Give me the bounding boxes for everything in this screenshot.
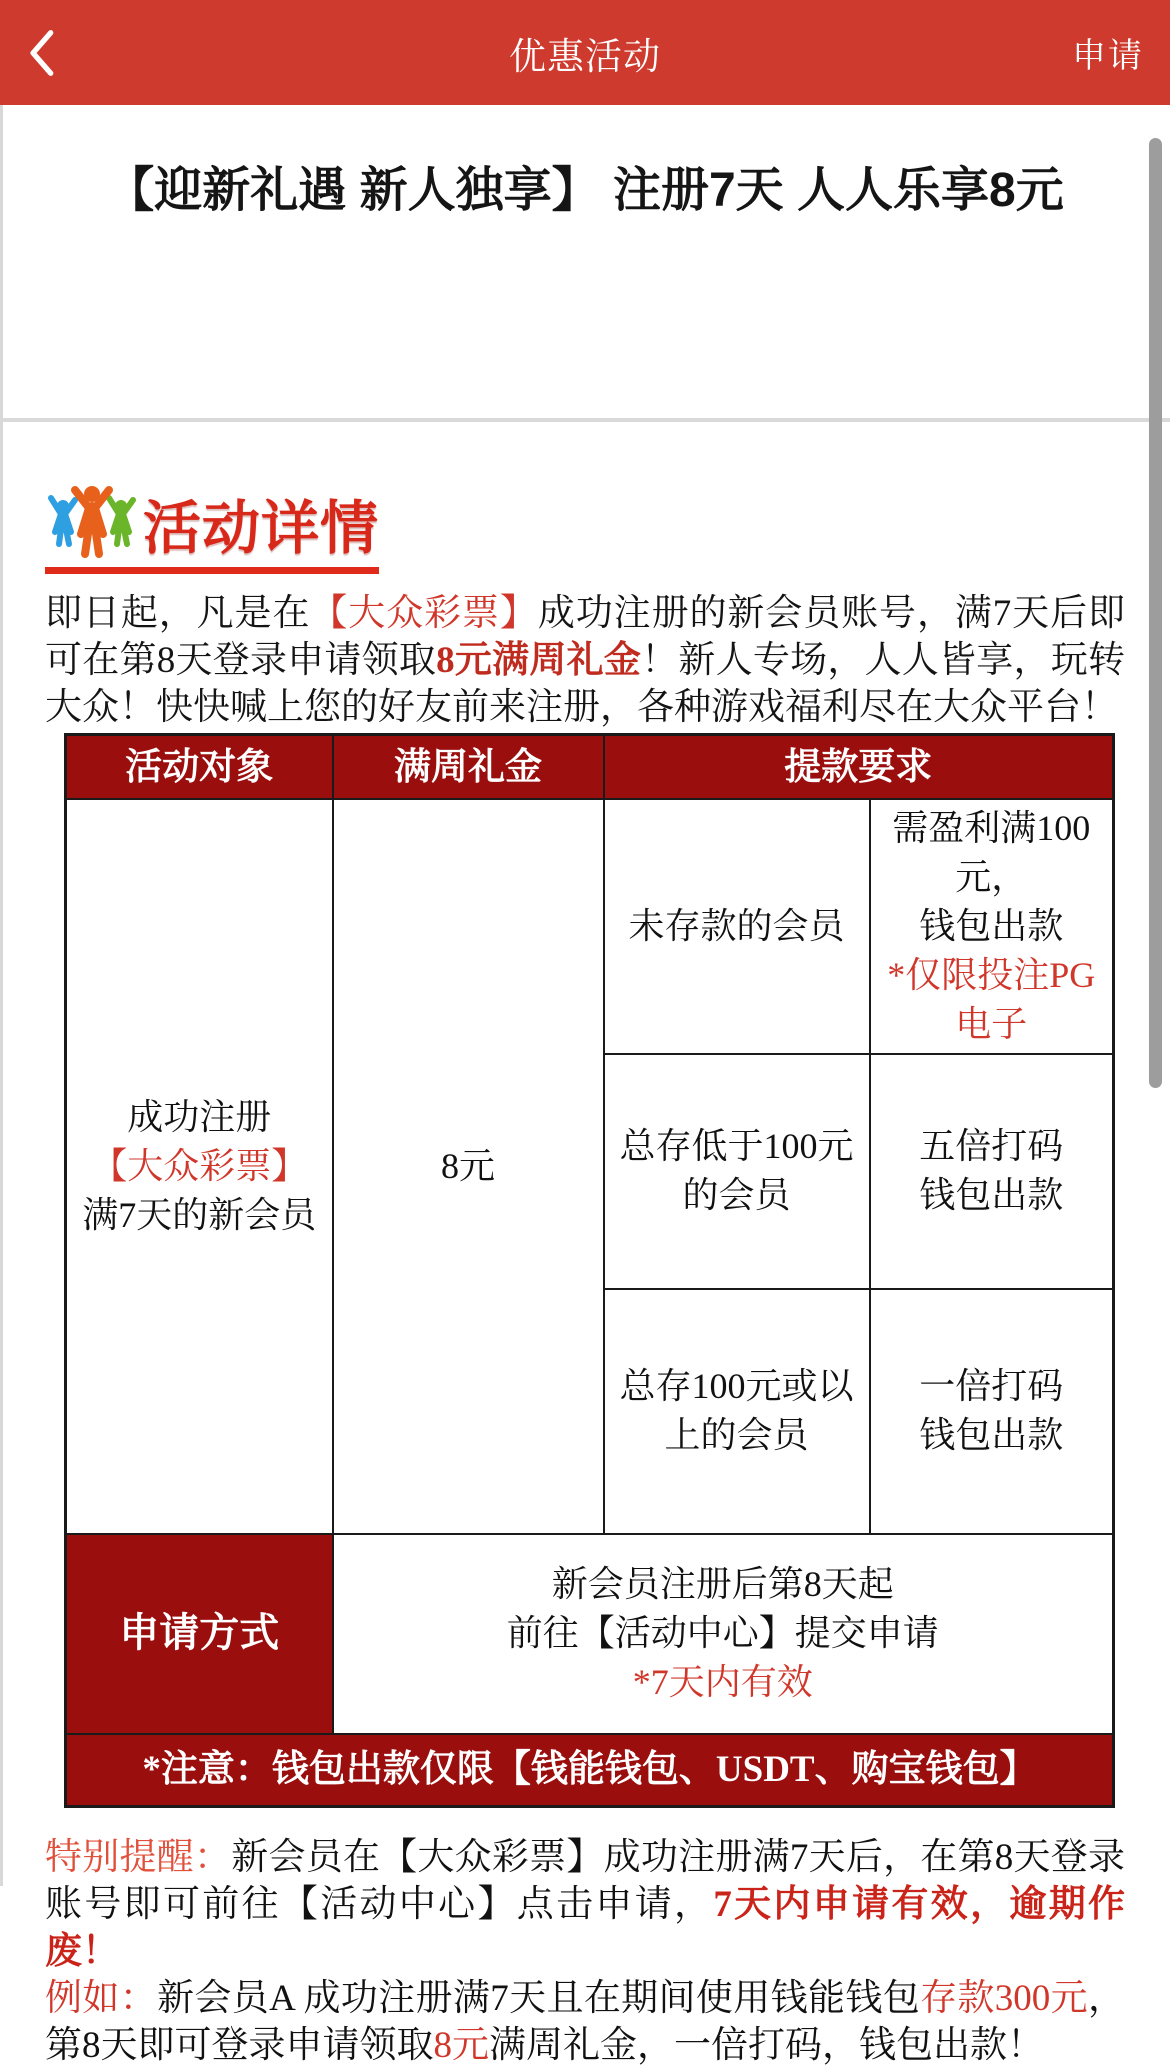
apply-method-label: 申请方式: [66, 1534, 333, 1734]
promo-table: [64, 733, 1115, 1808]
cell-target: [66, 799, 333, 1534]
cell-condition-3: 总存100元或以上的会员: [604, 1289, 870, 1534]
detail-section: [0, 422, 1170, 1808]
requirement-1-line-1: 需盈利满100元，: [892, 807, 1091, 897]
app-header: [0, 0, 1170, 105]
cell-requirement-3: [870, 1289, 1114, 1534]
target-line-1: 成功注册: [127, 1096, 272, 1137]
reminder-text-1: 新会员在【大众彩票】成功注册满7天后，在第8天登录账号即可前往【活动中心】点击申请，: [45, 1837, 1126, 1925]
notice-row: [66, 1734, 1114, 1807]
chevron-left-icon: [26, 28, 56, 78]
table-header-row: [66, 735, 1114, 799]
example-gift: 8元: [433, 2025, 489, 2066]
target-line-2: 满7天的新会员: [82, 1194, 317, 1235]
apply-button[interactable]: 申请: [1072, 28, 1144, 77]
apply-method-content: [333, 1534, 1114, 1734]
special-reminder-label: 特别提醒：: [45, 1837, 232, 1878]
apply-line-2: 前往【活动中心】提交申请: [506, 1613, 939, 1653]
intro-text-3: ！新人专场，人人皆享，玩转大众！快快喊上您的好友前来注册，各种游戏福利尽在大众平台！: [45, 640, 1126, 728]
requirement-3-line-2: 钱包出款: [919, 1415, 1064, 1455]
appbar-title: 优惠活动: [509, 35, 661, 77]
apply-line-1: 新会员注册后第8天起: [551, 1564, 894, 1604]
apply-method-row: [66, 1534, 1114, 1734]
activity-detail-title: 活动详情: [143, 496, 380, 561]
cell-condition-2: 总存低于100元的会员: [604, 1054, 870, 1289]
reminder-warning: 7天内申请有效，逾期作废！: [45, 1884, 1126, 1972]
requirement-2-line-1: 五倍打码: [919, 1126, 1064, 1166]
people-celebration-icon: [45, 484, 141, 562]
example-label: 例如：: [45, 1978, 158, 2019]
header-gift: 满周礼金: [333, 735, 604, 799]
promo-page-title: 【迎新礼遇 新人独享】 注册7天 人人乐享8元: [106, 164, 1064, 217]
intro-paragraph: [45, 590, 1125, 731]
example-paragraph: [45, 1975, 1125, 2069]
cell-gift: 8元: [333, 799, 604, 1534]
wallet-notice: *注意：钱包出款仅限【钱能钱包、USDT、购宝钱包】: [66, 1734, 1114, 1807]
example-deposit: 存款300元: [920, 1978, 1088, 2019]
cell-condition-1: 未存款的会员: [604, 799, 870, 1054]
example-text-3: 满周礼金，一倍打码，钱包出款！: [489, 2025, 1044, 2066]
intro-brand: 【大众彩票】: [310, 593, 538, 634]
cell-requirement-1: [870, 799, 1114, 1054]
intro-text-2: 成功注册的新会员账号，满7天后即可在第8天登录申请领取: [45, 593, 1126, 681]
requirement-1-note: *仅限投注PG电子: [887, 954, 1096, 1044]
requirement-3-line-1: 一倍打码: [919, 1366, 1064, 1406]
table-row: [66, 799, 1114, 1054]
intro-highlight: 8元满周礼金: [436, 640, 642, 681]
intro-text-1: 即日起，凡是在: [45, 593, 311, 634]
header-target: 活动对象: [66, 735, 333, 799]
special-reminder-paragraph: [45, 1834, 1125, 1975]
activity-detail-logo: [45, 484, 379, 574]
target-brand: 【大众彩票】: [91, 1145, 308, 1186]
cell-requirement-2: [870, 1054, 1114, 1289]
apply-validity-note: *7天内有效: [632, 1662, 813, 1702]
requirement-2-line-2: 钱包出款: [919, 1175, 1064, 1215]
header-withdraw: 提款要求: [604, 735, 1114, 799]
left-edge-strip: [0, 105, 3, 1886]
scrollbar-thumb[interactable]: [1149, 138, 1162, 1088]
back-button[interactable]: [26, 26, 74, 80]
example-text-2: ，第8天即可登录申请领取: [45, 1978, 1125, 2066]
footnote-section: [0, 1834, 1170, 2069]
example-text-1: 新会员A 成功注册满7天且在期间使用钱能钱包: [157, 1978, 921, 2019]
requirement-1-line-2: 钱包出款: [919, 905, 1064, 946]
